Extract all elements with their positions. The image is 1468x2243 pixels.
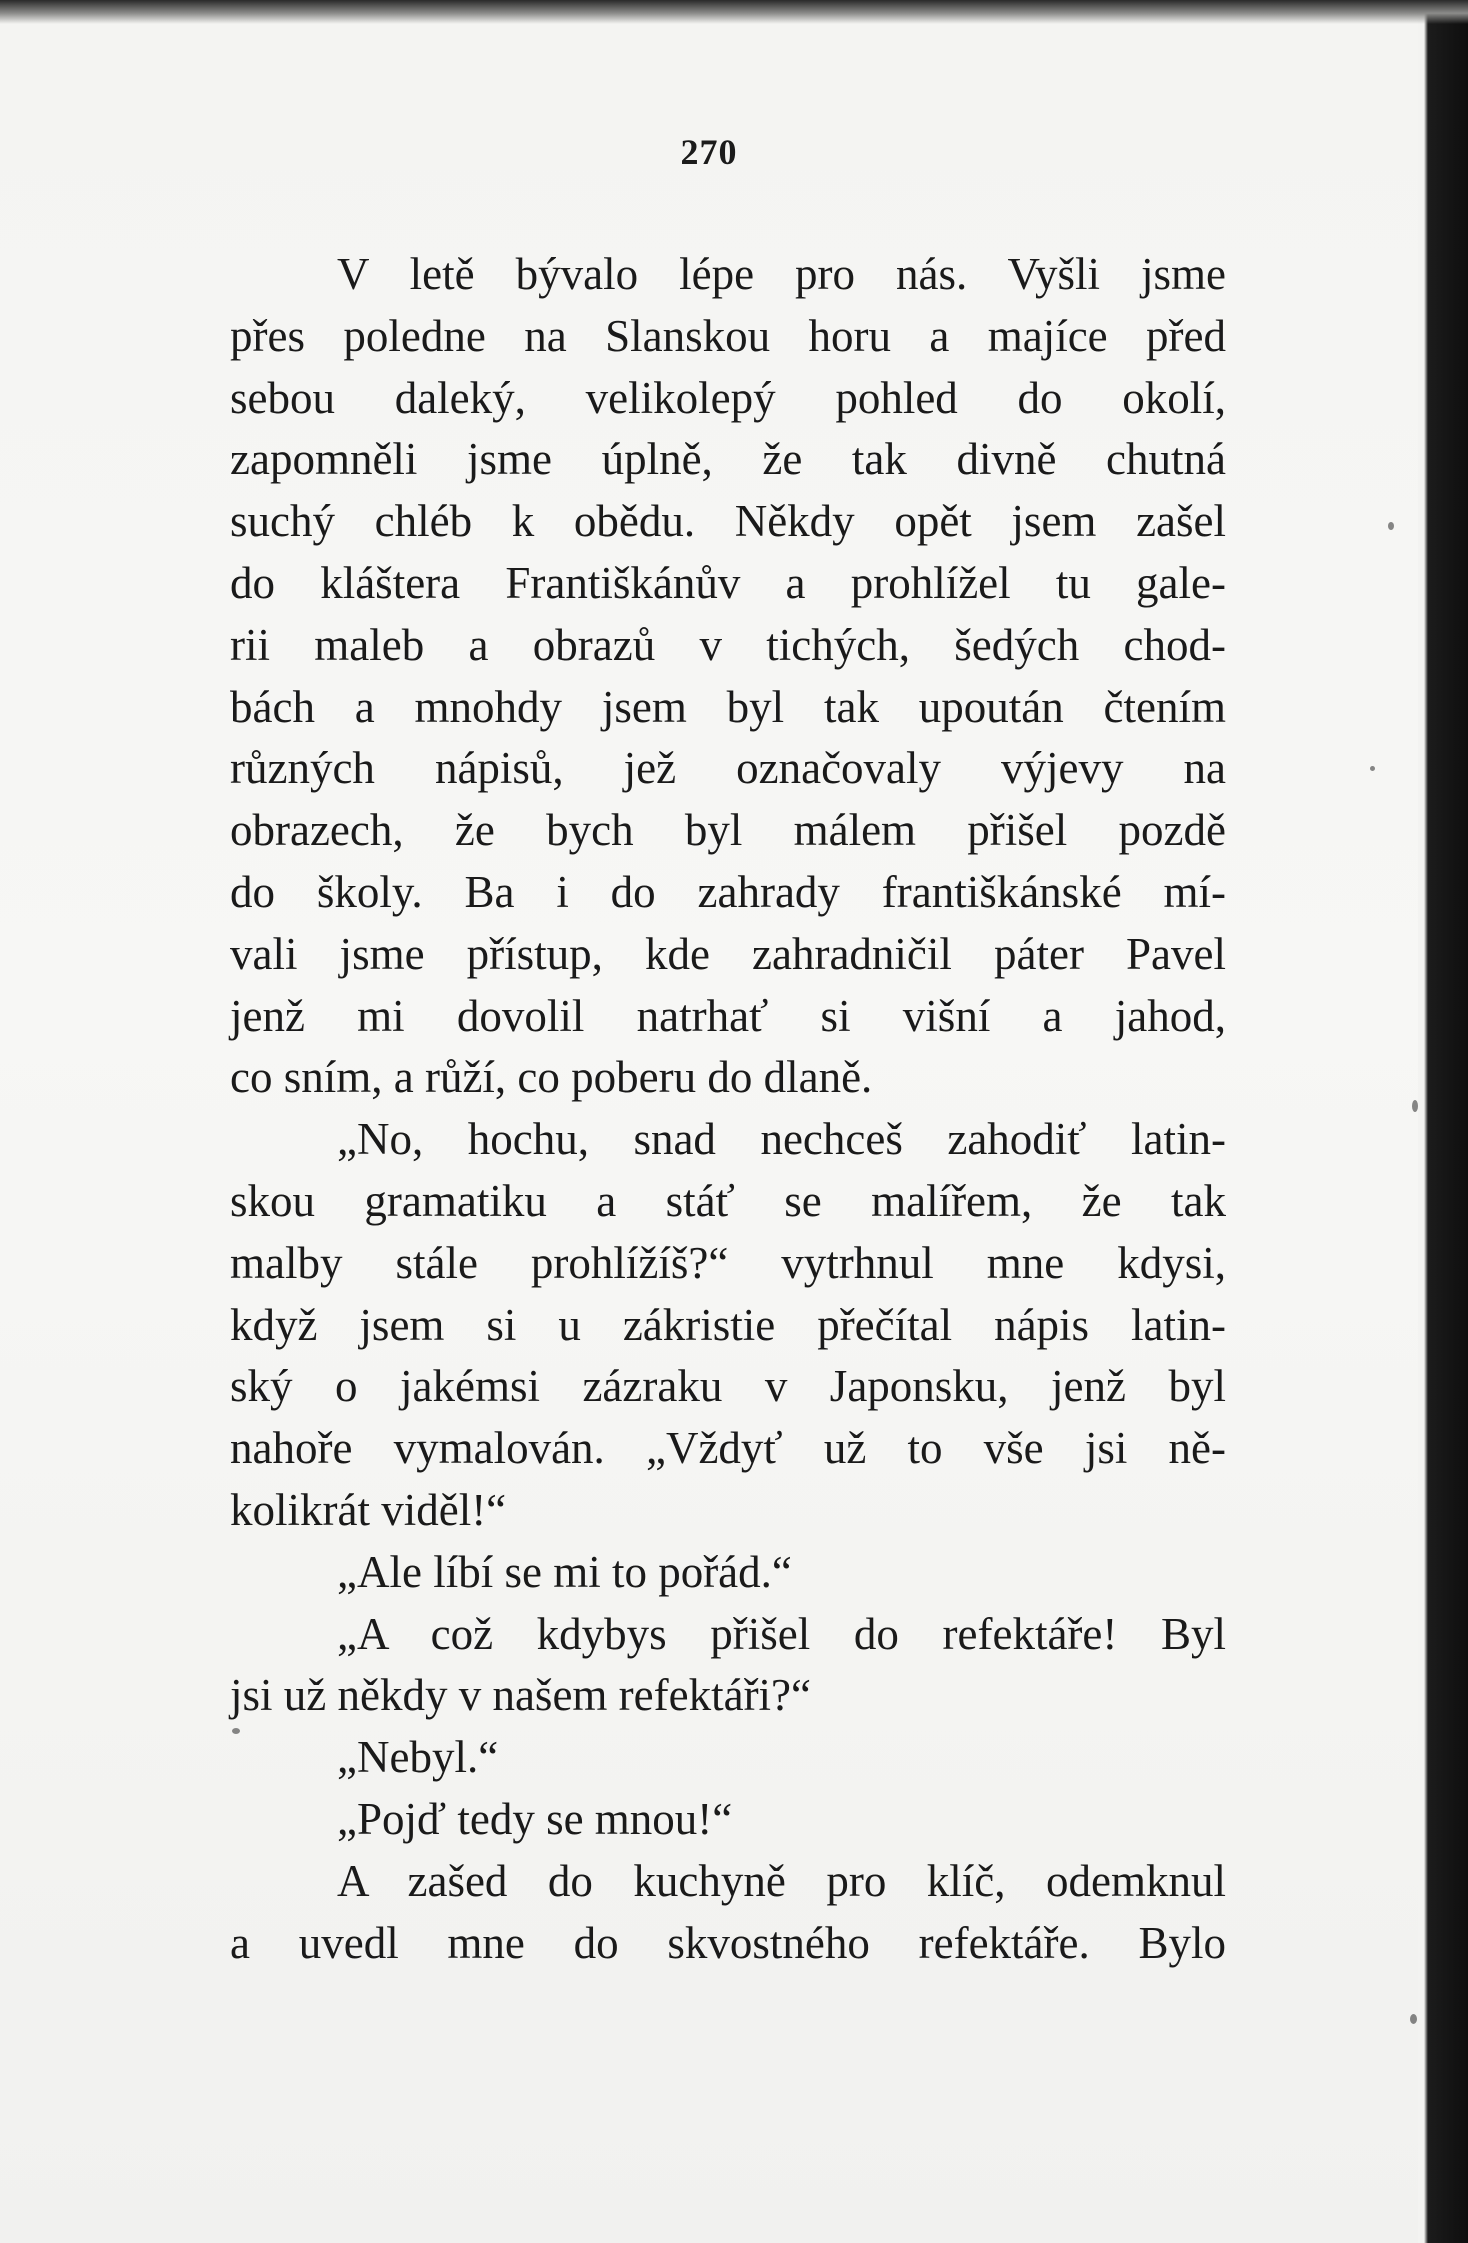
ink-speck <box>232 1728 240 1734</box>
text-line: obrazech, že bych byl málem přišel pozdě <box>230 805 1226 856</box>
text-line: malby stále prohlížíš?“ vytrhnul mne kdysi, <box>230 1237 1226 1288</box>
text-line: skou gramatiku a stáť se malířem, že tak <box>230 1175 1226 1226</box>
text-line: různých nápisů, jež označovaly výjevy na <box>230 743 1226 794</box>
text-line: suchý chléb k obědu. Někdy opět jsem zašel <box>230 496 1226 547</box>
text-line: kolikrát viděl!“ <box>230 1484 507 1535</box>
text-line: co sním, a růží, co poberu do dlaně. <box>230 1052 873 1103</box>
text-line: „Ale líbí se mi to pořád.“ <box>337 1546 792 1597</box>
text-line: ský o jakémsi zázraku v Japonsku, jenž byl <box>230 1361 1226 1412</box>
text-line: sebou daleký, velikolepý pohled do okolí, <box>230 372 1226 423</box>
text-line: přes poledne na Slanskou horu a majíce před <box>230 310 1226 361</box>
text-line: „Nebyl.“ <box>337 1732 499 1783</box>
text-line: zapomněli jsme úplně, že tak divně chutná <box>230 434 1226 485</box>
text-line: když jsem si u zákristie přečítal nápis latin- <box>230 1299 1226 1350</box>
body-text <box>230 244 1226 1974</box>
text-line: V letě bývalo lépe pro nás. Vyšli jsme <box>337 249 1226 299</box>
ink-speck <box>1410 2014 1417 2024</box>
ink-speck <box>1370 766 1375 771</box>
page-edge-shadow <box>1418 0 1468 2243</box>
text-line: A zašed do kuchyně pro klíč, odemknul <box>337 1855 1226 1906</box>
text-line: „A což kdybys přišel do refektáře! Byl <box>337 1608 1226 1659</box>
text-line: do školy. Ba i do zahrady františkánské mí- <box>230 866 1226 917</box>
top-scan-border <box>0 0 1468 24</box>
text-line: „Pojď tedy se mnou!“ <box>337 1793 733 1844</box>
text-line: jenž mi dovolil natrhať si višní a jahod, <box>230 990 1226 1041</box>
text-line: bách a mnohdy jsem byl tak upoután čtením <box>230 681 1226 732</box>
text-line: rii maleb a obrazů v tichých, šedých chod- <box>230 619 1226 670</box>
text-line: „No, hochu, snad nechceš zahodiť latin- <box>337 1114 1226 1165</box>
text-line: a uvedl mne do skvostného refektáře. Bylo <box>230 1917 1226 1968</box>
text-line: nahoře vymalován. „Vždyť už to vše jsi ně- <box>230 1423 1226 1474</box>
page-number: 270 <box>680 132 738 172</box>
text-line: jsi už někdy v našem refektáři?“ <box>230 1670 812 1721</box>
text-line: do kláštera Františkánův a prohlížel tu gale- <box>230 557 1226 608</box>
text-line: vali jsme přístup, kde zahradničil páter Pavel <box>230 928 1226 979</box>
ink-speck <box>1388 522 1394 530</box>
